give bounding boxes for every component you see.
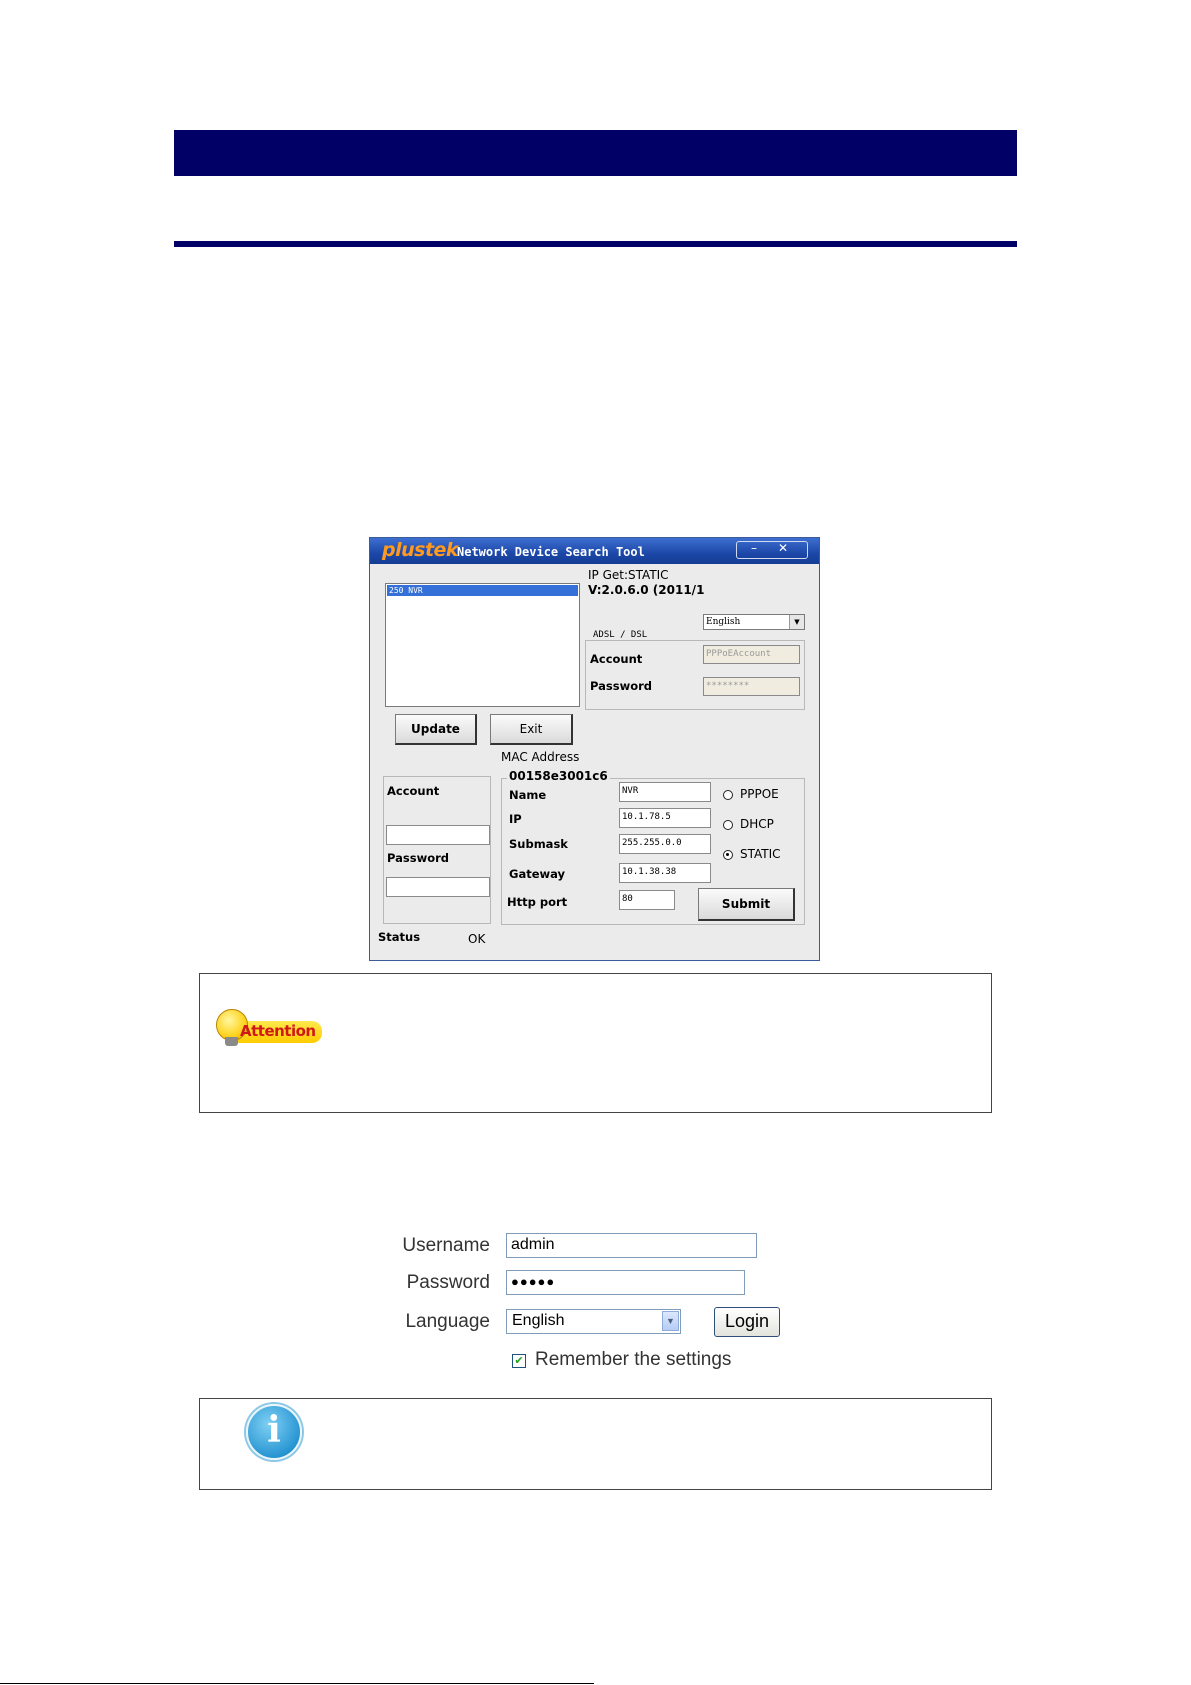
password-field[interactable] [386, 877, 490, 897]
mac-address-value: 00158e3001c6 [509, 769, 608, 783]
http-port-field[interactable]: 80 [619, 890, 675, 910]
name-field[interactable]: NVR [619, 782, 711, 802]
plustek-logo: plustek [382, 539, 459, 561]
dropdown-arrow-icon: ▼ [789, 615, 804, 629]
attention-icon [216, 1009, 326, 1049]
status-label: Status [378, 930, 421, 944]
attention-label: Attention [240, 1022, 316, 1040]
header-band [174, 130, 1017, 176]
pppoe-label: PPPOE [740, 787, 779, 801]
info-glyph: i [267, 1409, 281, 1451]
login-button[interactable]: Login [714, 1307, 780, 1337]
footer-rule [0, 1683, 594, 1684]
dhcp-label: DHCP [740, 817, 774, 831]
password-label: Password [406, 1272, 490, 1293]
ip-get-text: IP Get:STATIC [588, 568, 669, 582]
submit-button[interactable]: Submit [698, 888, 795, 921]
lightbulb-base [225, 1037, 238, 1046]
ip-label: IP [509, 812, 522, 826]
update-button[interactable]: Update [395, 714, 477, 745]
static-label: STATIC [740, 847, 781, 861]
adsl-password-field[interactable]: ******** [703, 677, 800, 696]
adsl-account-field[interactable]: PPPoEAccount [703, 645, 800, 664]
gateway-field[interactable]: 10.1.38.38 [619, 863, 711, 883]
mac-address-label: MAC Address [501, 750, 580, 764]
submask-label: Submask [509, 837, 568, 851]
language-label: Language [405, 1311, 490, 1332]
name-label: Name [509, 788, 547, 802]
account-label: Account [387, 784, 440, 798]
language-select-value: English [512, 1312, 565, 1329]
username-input[interactable]: admin [506, 1233, 757, 1258]
window-controls [736, 541, 808, 559]
password-label: Password [387, 851, 449, 865]
minimize-icon[interactable]: – [751, 541, 757, 555]
window-title: Network Device Search Tool [457, 545, 645, 559]
language-select[interactable] [703, 614, 805, 630]
http-port-label: Http port [507, 895, 568, 909]
ip-field[interactable]: 10.1.78.5 [619, 808, 711, 828]
info-icon [246, 1404, 302, 1460]
network-device-search-tool-window [369, 537, 820, 961]
static-radio[interactable] [723, 850, 733, 860]
gateway-label: Gateway [509, 867, 566, 881]
adsl-account-label: Account [590, 652, 643, 666]
window-title-bar[interactable] [370, 538, 819, 564]
device-list-item[interactable]: 250 NVR [387, 585, 578, 596]
exit-button[interactable]: Exit [490, 714, 573, 745]
login-group [383, 776, 491, 924]
language-select-value: English [706, 617, 741, 627]
version-text: V:2.0.6.0 (2011/1 [588, 583, 705, 597]
language-select[interactable] [506, 1309, 681, 1334]
account-field[interactable] [386, 825, 490, 845]
adsl-legend: ADSL / DSL [593, 630, 648, 640]
remember-checkbox[interactable]: ✔ [512, 1354, 526, 1368]
dhcp-radio[interactable] [723, 820, 733, 830]
device-list[interactable] [385, 583, 580, 707]
close-icon[interactable]: ✕ [778, 541, 789, 555]
header-rule [174, 241, 1017, 247]
remember-label: Remember the settings [535, 1349, 732, 1370]
adsl-password-label: Password [590, 679, 652, 693]
password-input[interactable]: ●●●●● [506, 1270, 745, 1295]
chevron-down-icon: ▼ [662, 1311, 679, 1331]
submask-field[interactable]: 255.255.0.0 [619, 834, 711, 854]
username-label: Username [402, 1235, 490, 1256]
status-value: OK [468, 932, 486, 946]
info-box [199, 1398, 992, 1490]
pppoe-radio[interactable] [723, 790, 733, 800]
